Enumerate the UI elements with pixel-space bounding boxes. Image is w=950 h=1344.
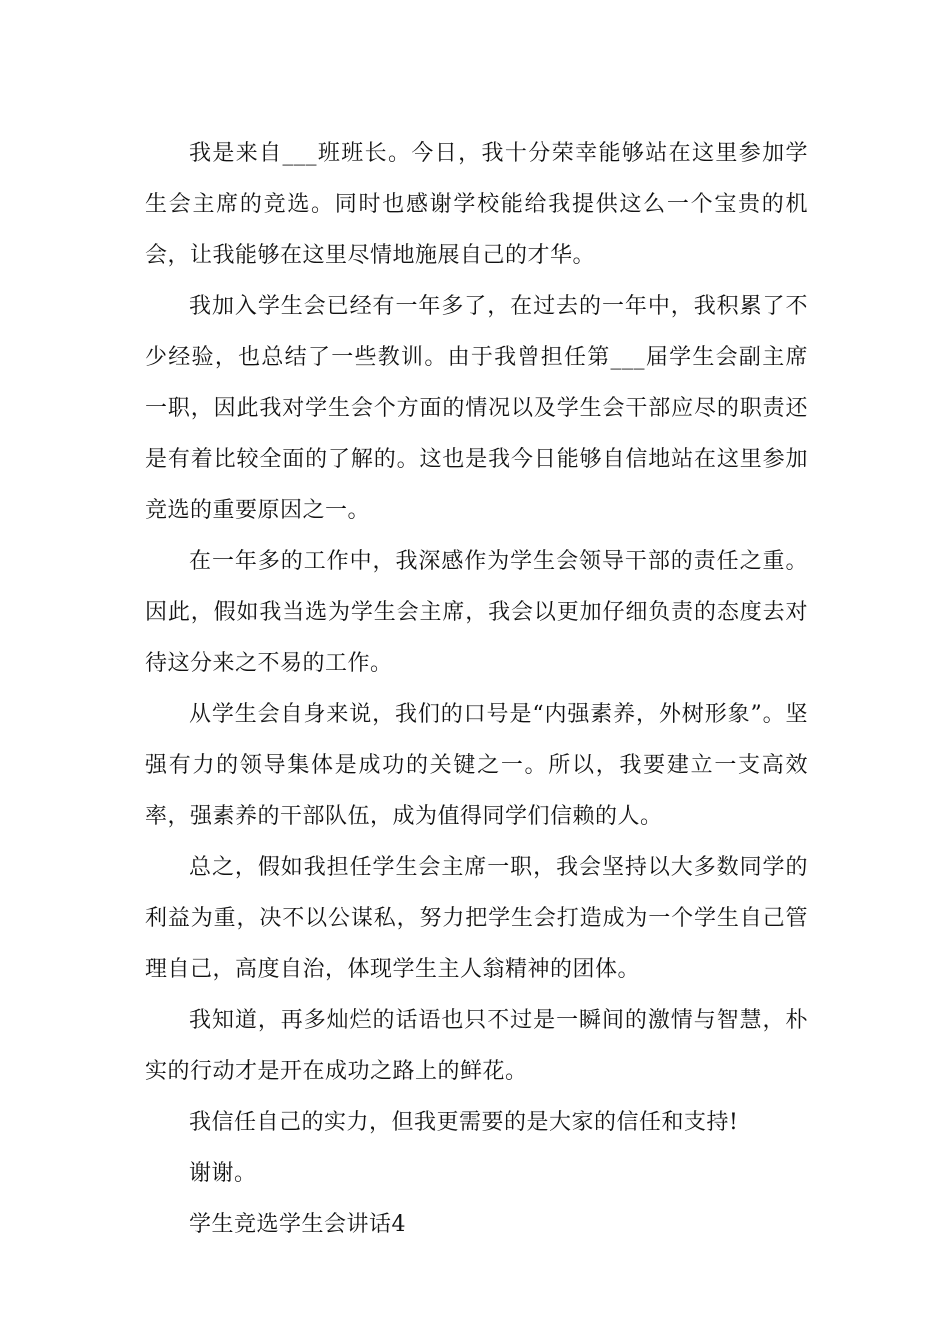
paragraph-7: 我信任自己的实力，但我更需要的是大家的信任和支持! xyxy=(189,1110,739,1135)
paragraph-1: 我是来自___班班长。今日，我十分荣幸能够站在这里参加学生会主席的竞选。同时也感谢学校能给我提供这么一个宝贵的机会，让我能够在这里尽情地施展自己的才华。 xyxy=(145,141,808,268)
paragraph-2: 我加入学生会已经有一年多了，在过去的一年中，我积累了不少经验，也总结了一些教训。由于我曾担任第___届学生会副主席一职，因此我对学生会个方面的情况以及学生会干部应尽的职责还是有着比较全面的了解的。这也是我今日能够自信地站在这里参加竞选的重要原因之一。 xyxy=(145,294,808,523)
paragraph-5: 总之，假如我担任学生会主席一职，我会坚持以大多数同学的利益为重，决不以公谋私，努力把学生会打造成为一个学生自己管理自己，高度自治，体现学生主人翁精神的团体。 xyxy=(145,855,808,982)
document-body xyxy=(145,128,808,1250)
paragraph-thanks: 谢谢。 xyxy=(189,1161,257,1186)
section-heading: 学生竞选学生会讲话4 xyxy=(189,1212,406,1237)
paragraph-3: 在一年多的工作中，我深感作为学生会领导干部的责任之重。因此，假如我当选为学生会主席，我会以更加仔细负责的态度去对待这分来之不易的工作。 xyxy=(145,549,808,676)
paragraph-4: 从学生会自身来说，我们的口号是“内强素养，外树形象”。坚强有力的领导集体是成功的关键之一。所以，我要建立一支高效率，强素养的干部队伍，成为值得同学们信赖的人。 xyxy=(145,702,808,829)
paragraph-6: 我知道，再多灿烂的话语也只不过是一瞬间的激情与智慧，朴实的行动才是开在成功之路上的鲜花。 xyxy=(145,1008,808,1084)
